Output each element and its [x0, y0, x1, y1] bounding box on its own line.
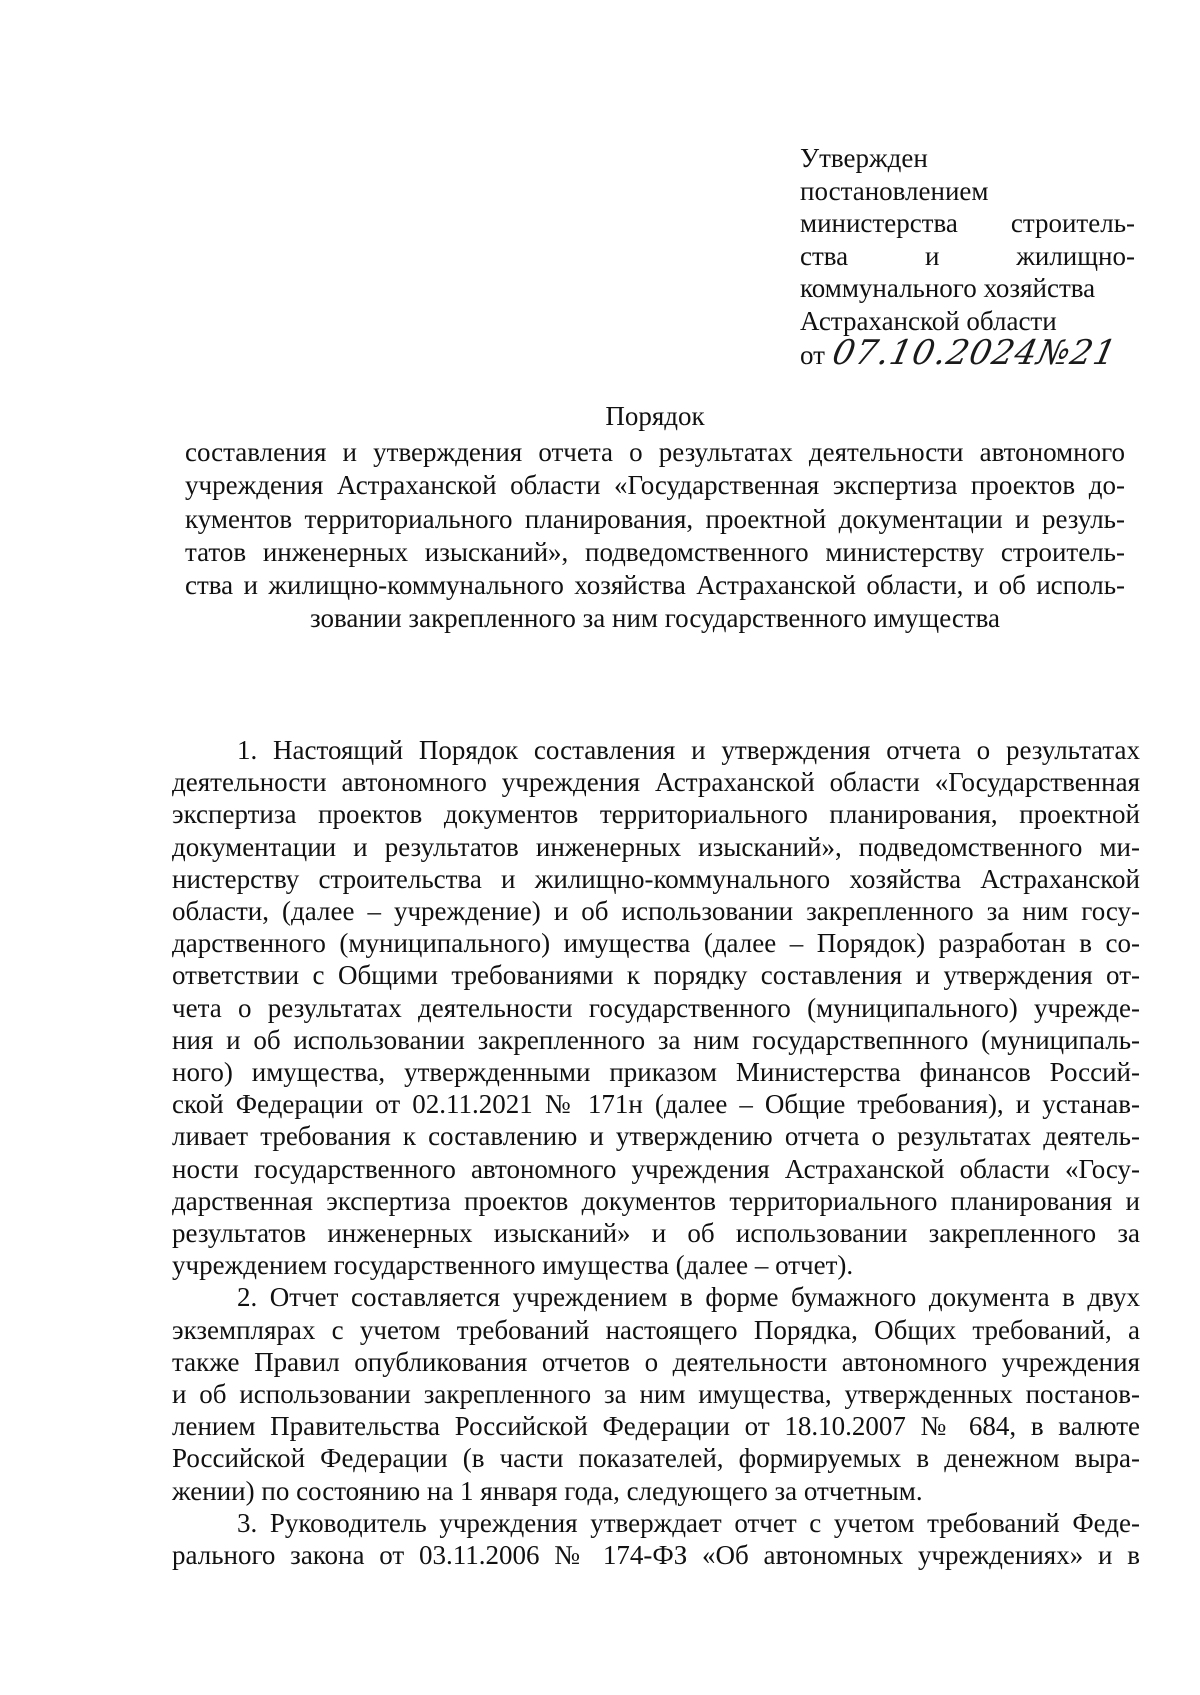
subtitle-line: ства и жилищно-коммунального хозяйства Астраханской области, и об исполь-: [185, 570, 1125, 601]
paragraph-line: нистерству строительства и жилищно-коммунального хозяйства Астраханской: [172, 863, 1140, 894]
paragraph-line: 3. Руководитель учреждения утверждает отчет с учетом требований Феде-: [237, 1507, 1140, 1538]
paragraph-line: ответствии с Общими требованиями к порядку составления и утверждения от-: [172, 960, 1140, 991]
subtitle-line: учреждения Астраханской области «Государственная экспертиза проектов до-: [185, 470, 1125, 501]
approval-line: Астраханской области: [800, 305, 1057, 336]
approval-stamp-block: [800, 142, 1135, 372]
approval-line: [800, 240, 1135, 273]
paragraph-line: ливает требования к составлению и утверждению отчета о результатах деятель-: [172, 1121, 1140, 1152]
approval-date-line: [800, 333, 1135, 373]
approval-line: постановлением: [800, 175, 989, 206]
paragraph-line: области, (далее – учреждение) и об использовании закрепленного за ним госу-: [172, 896, 1140, 927]
approval-line: коммунального хозяйства: [800, 273, 1096, 303]
approval-word: строитель-: [1010, 208, 1135, 238]
paragraph-line: документации и результатов инженерных изысканий», подведомственного ми-: [172, 831, 1140, 862]
paragraph-line: экземплярах с учетом требований настоящего Порядка, Общих требований, а: [172, 1314, 1140, 1345]
subtitle-line: татов инженерных изысканий», подведомственного министерству строитель-: [185, 536, 1125, 567]
paragraph-line: экспертиза проектов документов территориального планирования, проектной: [172, 799, 1140, 830]
approval-word: и: [924, 240, 940, 271]
paragraph-line: учреждением государственного имущества (далее – отчет).: [172, 1250, 854, 1281]
paragraph-line: деятельности автономного учреждения Астраханской области «Государственная: [172, 767, 1140, 798]
paragraph-line: дарственного (муниципального) имущества (далее – Порядок) разработан в со-: [172, 928, 1140, 959]
paragraph-line: лением Правительства Российской Федерации от 18.10.2007 № 684, в валюте: [172, 1411, 1140, 1442]
paragraph-line: ности государственного автономного учреждения Астраханской области «Госу-: [172, 1153, 1140, 1184]
document-subtitle: [185, 436, 1125, 636]
handwritten-date: 07.10.2024№21: [828, 333, 1121, 373]
paragraph-line: рального закона от 03.11.2006 № 174-ФЗ «Об автономных учреждениях» и в: [172, 1540, 1140, 1571]
paragraph-line: жении) по состоянию на 1 января года, следующего за отчетным.: [172, 1475, 923, 1506]
paragraph-line: ного) имущества, утвержденными приказом Министерства финансов Россий-: [172, 1057, 1140, 1088]
date-prefix: от: [800, 340, 825, 370]
subtitle-line: составления и утверждения отчета о результатах деятельности автономного: [185, 437, 1125, 467]
paragraph-line: ской Федерации от 02.11.2021 № 171н (далее – Общие требования), и устанав-: [172, 1089, 1140, 1120]
paragraph-line: также Правил опубликования отчетов о деятельности автономного учреждения: [172, 1346, 1140, 1377]
approval-word: министерства: [800, 208, 958, 238]
paragraph-line: и об использовании закрепленного за ним имущества, утвержденных постанов-: [172, 1379, 1140, 1410]
paragraph-line: дарственная экспертиза проектов документов территориального планирования и: [172, 1185, 1140, 1216]
paragraph-line: ния и об использовании закрепленного за ним государствепнного (муниципаль-: [172, 1024, 1140, 1055]
approval-word: жилищно-: [1016, 240, 1135, 271]
paragraph-line: Российской Федерации (в части показателей, формируемых в денежном выра-: [172, 1443, 1140, 1474]
paragraph-line: результатов инженерных изысканий» и об использовании закрепленного за: [172, 1218, 1140, 1249]
approval-word: ства: [800, 240, 849, 271]
document-title: Порядок: [605, 401, 705, 431]
paragraph-line: 2. Отчет составляется учреждением в форме бумажного документа в двух: [237, 1282, 1140, 1313]
subtitle-line: кументов территориального планирования, проектной документации и резуль-: [185, 503, 1125, 534]
subtitle-line: зовании закрепленного за ним государственного имущества: [309, 603, 1001, 634]
approval-line: [800, 207, 1135, 240]
approval-line: Утвержден: [800, 143, 928, 173]
paragraph-line: 1. Настоящий Порядок составления и утверждения отчета о результатах: [237, 735, 1140, 765]
paragraph-line: чета о результатах деятельности государственного (муниципального) учрежде-: [172, 992, 1140, 1023]
document-body: [172, 734, 1140, 1571]
